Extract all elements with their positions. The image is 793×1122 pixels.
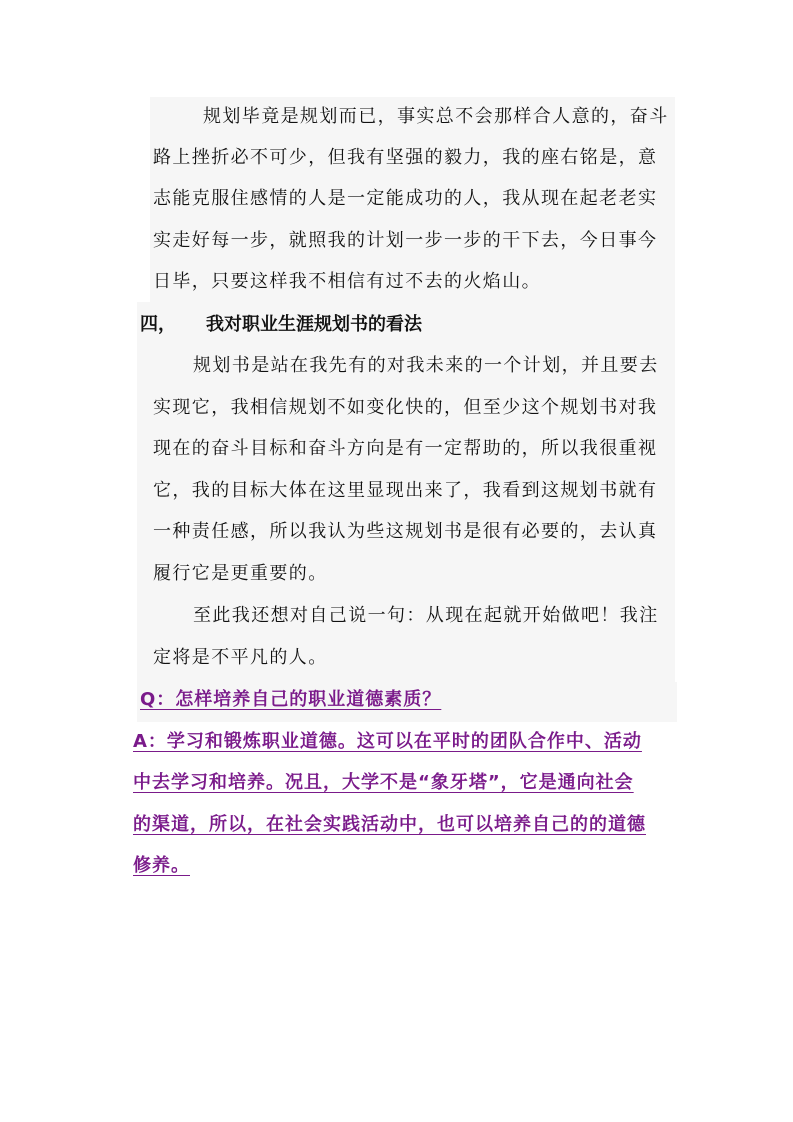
section4-para1-line-2: 实现它，我相信规划不如变化快的，但至少这个规划书对我 xyxy=(153,397,658,418)
section3-line-3: 志能克服住感情的人是一定能成功的人，我从现在起老老实 xyxy=(153,188,658,209)
section3-line-2: 路上挫折必不可少，但我有坚强的毅力，我的座右铭是，意 xyxy=(153,147,658,168)
section4-number: 四， xyxy=(140,314,176,335)
section4-para1-line-6: 履行它是更重要的。 xyxy=(153,563,328,584)
section3-line-4: 实走好每一步，就照我的计划一步一步的干下去，今日事今 xyxy=(153,230,658,251)
section4-heading xyxy=(140,313,422,337)
section3-line-5: 日毕，只要这样我不相信有过不去的火焰山。 xyxy=(153,271,541,292)
section4-para1-line-1: 规划书是站在我先有的对我未来的一个计划，并且要去 xyxy=(193,355,659,376)
qa-answer-line-4: 修养。 xyxy=(133,855,190,876)
qa-answer-line-2: 中去学习和培养。况且，大学不是“象牙塔”，它是通向社会 xyxy=(133,772,634,793)
section3-line-1: 规划毕竟是规划而已，事实总不会那样合人意的，奋斗 xyxy=(203,106,669,127)
section4-para2-line-1: 至此我还想对自己说一句：从现在起就开始做吧！我注 xyxy=(193,605,659,626)
section4-title: 我对职业生涯规划书的看法 xyxy=(206,314,422,335)
qa-answer-line-1: A：学习和锻炼职业道德。这可以在平时的团队合作中、活动 xyxy=(133,731,642,752)
section4-para2-line-2: 定将是不平凡的人。 xyxy=(153,647,328,668)
qa-question: Q：怎样培养自己的职业道德素质？ xyxy=(140,689,442,710)
qa-answer-line-3: 的渠道，所以，在社会实践活动中，也可以培养自己的的道德 xyxy=(133,814,646,835)
section4-para1-line-3: 现在的奋斗目标和奋斗方向是有一定帮助的，所以我很重视 xyxy=(153,438,658,459)
section4-para1-line-4: 它，我的目标大体在这里显现出来了，我看到这规划书就有 xyxy=(153,480,658,501)
section4-para1-line-5: 一种责任感，所以我认为些这规划书是很有必要的，去认真 xyxy=(153,521,658,542)
